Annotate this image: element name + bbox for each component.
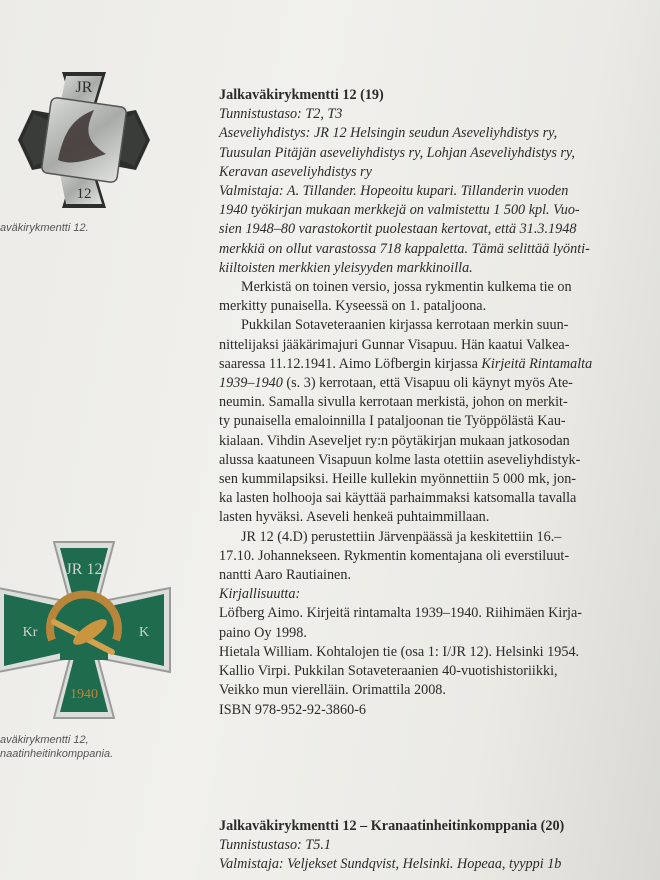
badge2-caption-line1: aväkirykmentti 12, [0, 734, 89, 746]
text-line: JR 12 (4.D) perustettiin Järvenpäässä ja keskitettiin 16.– [241, 528, 562, 545]
badge2-caption-line2: naatinheitinkomppania. [0, 748, 114, 760]
jr12-badge-green-cross [0, 540, 174, 720]
text-line: paino Oy 1998. [219, 624, 307, 641]
text-line: Keravan aseveliyhdistys ry [219, 163, 372, 180]
text-line: ka lasten holhooja sai käyttää parhaimmaksi katsomalla tavalla [219, 490, 577, 507]
entry-body [219, 105, 659, 720]
text-line: sien 1948–80 varastokortit puolestaan kertovat, että 31.3.1948 [219, 221, 577, 238]
text-line: Hietala William. Kohtalojen tie (osa 1: I/JR 12). Helsinki 1954. [219, 643, 580, 660]
badge2-caption [0, 733, 113, 761]
text-line: Merkistä on toinen versio, jossa rykmentin kulkema tie on [241, 279, 572, 296]
text-line: Kallio Virpi. Pukkilan Sotaveteraanien 40-vuotishistoriikki, [219, 663, 558, 680]
text-line: 17.10. Johannekseen. Rykmentin komentajana oli everstiluut- [219, 547, 570, 564]
entry-heading: Jalkaväkirykmentti 12 – Kranaatinheitinkomppania (20) [219, 818, 565, 834]
text-line: nittelijaksi jääkärimajuri Gunnar Visapuu. Hän kaatui Valkea- [219, 336, 570, 353]
badge2-right-text: K [138, 625, 150, 640]
badge2-left-text: Kr [22, 625, 38, 640]
text-line: alussa kaatuneen Visapuun kolme lasta otettiin aseveliyhdistyk- [219, 451, 581, 468]
text-line: Tunnistustaso: T5.1 [219, 837, 331, 854]
text-line: Tunnistustaso: T2, T3 [219, 106, 343, 123]
text-line: Tuusulan Pitäjän aseveliyhdistys ry, Lohjan Aseveliyhdistys ry, [219, 144, 575, 161]
badge2-top-text: JR 12 [65, 561, 103, 578]
text-line: Kirjallisuutta: [219, 586, 301, 603]
entry-body [219, 836, 659, 874]
text-line: merkitty punaisella. Kyseessä on 1. pataljoona. [219, 298, 487, 315]
text-line: Veikko mun vierelläin. Orimattila 2008. [219, 682, 446, 699]
text-line: 1940 työkirjan mukaan merkkejä on valmistettu 1 500 kpl. Vuo- [219, 202, 580, 219]
text-line: Löfberg Aimo. Kirjeitä rintamalta 1939–1940. Riihimäen Kirja- [219, 605, 583, 622]
text-line: nantti Aaro Rautiainen. [219, 567, 351, 584]
text-line: merkkiä on ollut varastossa 718 kappaletta. Tämä selittää lyönti- [219, 240, 590, 257]
entry-jr12-kranaatinheitinkomppania [219, 817, 659, 875]
jr12-badge-silver-cross [14, 70, 154, 210]
text-line: ty punaisella emaloinnilla I pataljoonan tie Työppölästä Kau- [219, 413, 566, 430]
text-line: Valmistaja: Veljekset Sundqvist, Helsinki. Hopeaa, tyyppi 1b [219, 856, 562, 873]
badge1-bottom-text: 12 [76, 186, 92, 202]
text-line: Aseveliyhdistys: JR 12 Helsingin seudun Aseveliyhdistys ry, [219, 125, 558, 142]
badge2-bottom-text: 1940 [70, 687, 98, 702]
text-line: sen kummilapsiksi. Heille kullekin myönnettiin 5 000 mk, jon- [219, 471, 577, 488]
text-line: saaressa 11.12.1941. Aimo Löfbergin kirjassa Kirjeitä Rintamalta [219, 355, 593, 372]
badge1-top-text: JR [75, 79, 93, 96]
entry-jr12 [219, 86, 659, 720]
text-line: ISBN 978-952-92-3860-6 [219, 701, 366, 718]
text-line: neumin. Samalla sivulla kerrotaan merkistä, johon on merkit- [219, 394, 568, 411]
text-line: kialaan. Vihdin Aseveljet ry:n pöytäkirjan mukaan jatkosodan [219, 432, 570, 449]
text-line: kiiltoisten merkkien yleisyyden markkinoilla. [219, 259, 473, 276]
text-line: Pukkilan Sotaveteraanien kirjassa kerrotaan merkin suun- [241, 317, 569, 334]
entry-heading: Jalkaväkirykmentti 12 (19) [219, 87, 384, 103]
text-line: 1939–1940 (s. 3) kerrotaan, että Visapuu oli käynyt myös Ate- [219, 375, 573, 392]
badge1-caption: aväkirykmentti 12. [0, 222, 89, 234]
text-line: Valmistaja: A. Tillander. Hopeoitu kupari. Tillanderin vuoden [219, 183, 569, 200]
text-line: lasten hyväksi. Aseveli henkeä puhtaimmillaan. [219, 509, 490, 526]
